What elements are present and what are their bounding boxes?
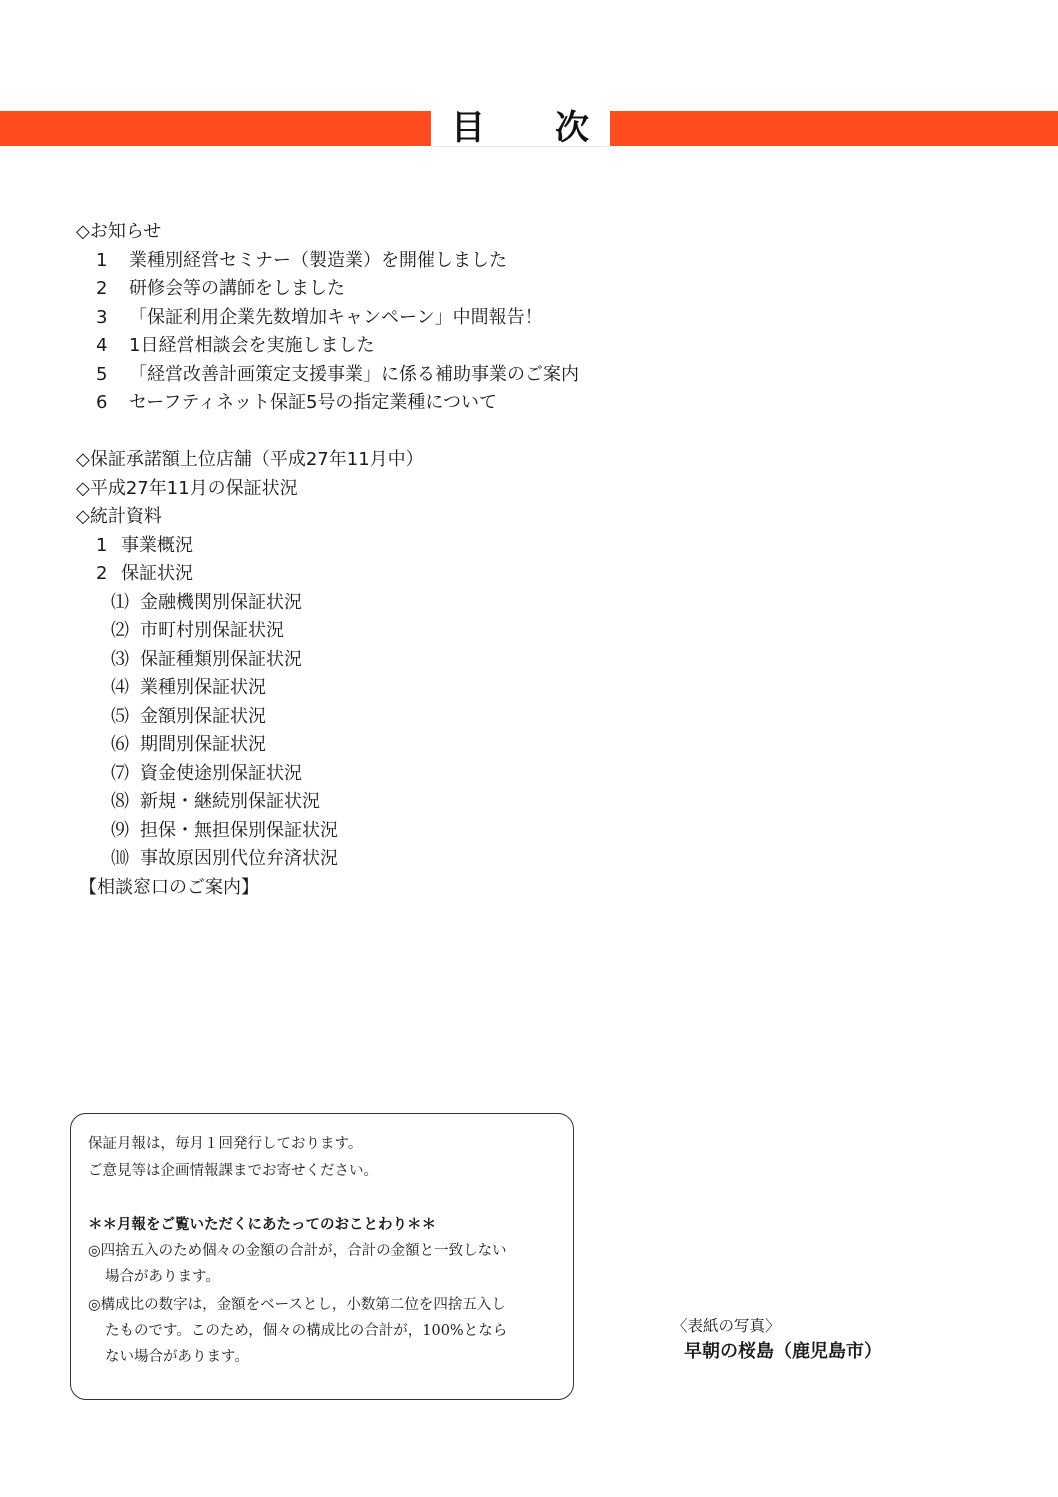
notice-ratio-note-cont: たものです。このため，個々の構成比の合計が，100%となら xyxy=(105,1323,508,1339)
page-title xyxy=(431,108,610,148)
notice-ratio-note: ◎構成比の数字は，金額をベースとし，小数第二位を四捨五入し xyxy=(88,1297,506,1313)
cover-photo-title: 早朝の桜島（鹿児島市） xyxy=(684,1341,882,1362)
toc-item-number: 4 xyxy=(96,335,108,356)
toc-item-label: 保証種類別保証状況 xyxy=(140,648,302,670)
toc-subitem-4[interactable] xyxy=(111,674,266,702)
toc-item-label: 金額別保証状況 xyxy=(140,705,266,727)
toc-item-label: 業種別保証状況 xyxy=(140,677,266,698)
toc-heading-ranking[interactable]: ◇保証承諾額上位店舗（平成27年11月中） xyxy=(76,449,424,470)
page-title-char-1: 目 xyxy=(451,108,485,148)
toc-subitem-2[interactable] xyxy=(111,617,284,645)
toc-item-number: 1 xyxy=(96,249,108,271)
toc-item-number: 5 xyxy=(96,363,108,385)
toc-heading-status[interactable]: ◇平成27年11月の保証状況 xyxy=(76,477,298,499)
toc-item-number: ⑷ xyxy=(111,677,129,698)
toc-item-notice-4[interactable] xyxy=(96,332,374,360)
toc-item-stats-1[interactable] xyxy=(96,532,193,560)
toc-subitem-10[interactable] xyxy=(111,845,338,873)
toc-item-label: 金融機関別保証状況 xyxy=(140,591,302,613)
toc-item-number: 1 xyxy=(96,534,108,556)
toc-item-label: 新規・継続別保証状況 xyxy=(140,791,320,812)
toc-item-label: 保証状況 xyxy=(121,563,193,584)
toc-item-label: 研修会等の講師をしました xyxy=(129,278,345,299)
toc-item-notice-3[interactable] xyxy=(96,304,543,332)
toc-item-label: 資金使途別保証状況 xyxy=(140,762,302,784)
toc-item-number: 6 xyxy=(96,392,108,413)
toc-subitem-9[interactable] xyxy=(111,817,338,845)
toc-item-label: 事業概況 xyxy=(121,534,193,556)
toc-item-label: 「経営改善計画策定支援事業」に係る補助事業のご案内 xyxy=(129,363,579,385)
header-bar-right xyxy=(610,111,1058,146)
toc-subitem-1[interactable] xyxy=(111,589,302,617)
toc-item-number: ⑴ xyxy=(111,591,129,613)
toc-item-number: 2 xyxy=(96,278,108,299)
toc-item-label: 担保・無担保別保証状況 xyxy=(140,819,338,841)
toc-item-number: ⑵ xyxy=(111,620,129,641)
notice-rounding-note: ◎四捨五入のため個々の金額の合計が，合計の金額と一致しない xyxy=(88,1243,507,1259)
toc-item-number: ⑺ xyxy=(111,762,129,784)
header-band xyxy=(0,108,1058,148)
toc-heading-notices[interactable]: ◇お知らせ xyxy=(76,221,162,242)
toc-item-label: セーフティネット保証5号の指定業種について xyxy=(129,392,498,413)
toc-item-label: 業種別経営セミナー（製造業）を開催しました xyxy=(129,249,507,271)
toc-item-stats-2[interactable] xyxy=(96,560,193,588)
toc-subitem-7[interactable] xyxy=(111,760,302,788)
page-title-char-2: 次 xyxy=(555,108,589,148)
toc-subitem-8[interactable] xyxy=(111,788,320,816)
toc-item-number: 3 xyxy=(96,306,108,328)
toc-heading-stats[interactable]: ◇統計資料 xyxy=(76,506,162,527)
toc-heading-consult[interactable]: 【相談窓口のご案内】 xyxy=(79,876,259,898)
toc-subitem-3[interactable] xyxy=(111,646,302,674)
toc-item-label: 事故原因別代位弁済状況 xyxy=(140,848,338,869)
notice-ratio-note-end: ない場合があります。 xyxy=(105,1349,249,1365)
toc-item-label: 市町村別保証状況 xyxy=(140,620,284,641)
toc-item-notice-2[interactable] xyxy=(96,275,345,303)
toc-item-notice-5[interactable] xyxy=(96,361,579,389)
notice-box xyxy=(70,1113,574,1400)
toc-item-number: 2 xyxy=(96,563,108,584)
toc-item-number: ⑼ xyxy=(111,819,129,841)
toc-item-number: ⑽ xyxy=(111,848,129,869)
cover-photo-label: 〈表紙の写真〉 xyxy=(672,1317,781,1335)
notice-feedback-info: ご意見等は企画情報課までお寄せください。 xyxy=(88,1163,378,1179)
toc-item-notice-6[interactable] xyxy=(96,389,497,417)
toc-item-label: 期間別保証状況 xyxy=(140,734,266,755)
toc-item-notice-1[interactable] xyxy=(96,247,507,275)
toc-subitem-6[interactable] xyxy=(111,731,266,759)
header-bar-left xyxy=(0,111,431,146)
toc-item-label: 1日経営相談会を実施しました xyxy=(129,335,375,356)
toc-item-number: ⑶ xyxy=(111,648,129,670)
toc-item-number: ⑸ xyxy=(111,705,129,727)
notice-rounding-note-cont: 場合があります。 xyxy=(105,1269,220,1285)
toc-item-number: ⑹ xyxy=(111,734,129,755)
notice-publish-info: 保証月報は，毎月１回発行しております。 xyxy=(88,1136,363,1152)
notice-disclaimer-heading: ＊＊月報をご覧いただくにあたってのおことわり＊＊ xyxy=(88,1217,436,1233)
toc-subitem-5[interactable] xyxy=(111,703,266,731)
toc-item-label: 「保証利用企業先数増加キャンペーン」中間報告！ xyxy=(129,306,543,328)
toc-item-number: ⑻ xyxy=(111,791,129,812)
